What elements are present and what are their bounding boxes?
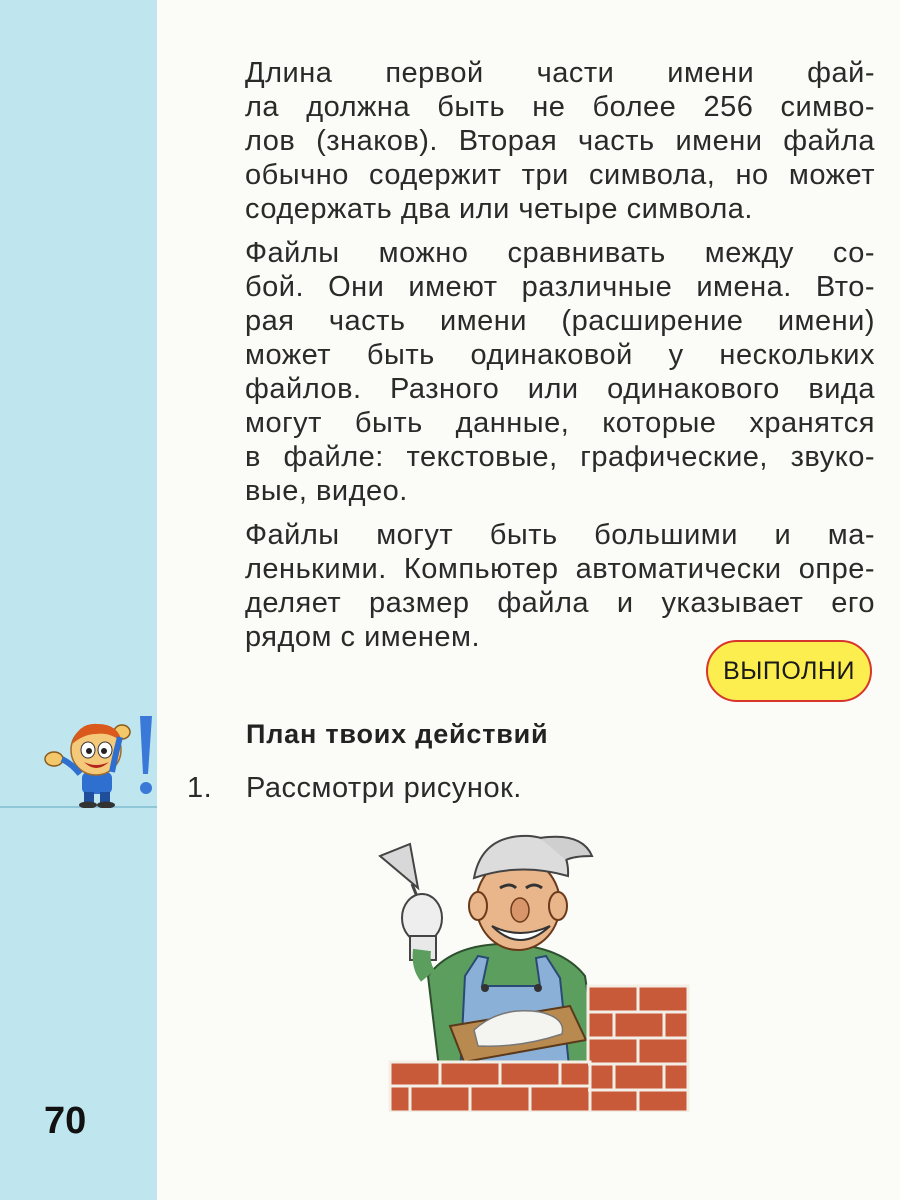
text-line: обычно содержит три символа, но может	[245, 159, 875, 191]
text-line: Длина первой части имени фай-	[245, 57, 875, 89]
paragraph	[187, 236, 875, 508]
page-number: 70	[44, 1100, 87, 1142]
text-line: файлов. Разного или одинакового вида	[245, 373, 875, 405]
body-text	[187, 56, 875, 664]
paragraph	[187, 518, 875, 654]
text-line: в файле: текстовые, графические, звуко-	[245, 441, 875, 473]
text-line: может быть одинаковой у нескольких	[245, 339, 875, 371]
cartoon-boy-exclamation-icon	[44, 712, 159, 808]
do-it-badge: ВЫПОЛНИ	[706, 640, 872, 702]
paragraph	[187, 56, 875, 226]
text-line: ленькими. Компьютер автоматически опре-	[245, 553, 875, 585]
text-line: ла должна быть не более 256 симво-	[245, 91, 875, 123]
text-line: деляет размер файла и указывает его	[245, 587, 875, 619]
plan-heading: План твоих действий	[246, 719, 549, 749]
bricklayer-illustration	[370, 826, 690, 1112]
step-text: Рассмотри рисунок.	[246, 772, 522, 804]
page-margin-band	[0, 0, 157, 1200]
text-line: Файлы могут быть большими и ма-	[245, 519, 875, 551]
text-line: рая часть имени (расширение имени)	[245, 305, 875, 337]
text-line: могут быть данные, которые хранятся	[245, 407, 875, 439]
text-line: вые, видео.	[245, 475, 408, 507]
text-line: содержать два или четыре символа.	[245, 193, 753, 225]
text-line: Файлы можно сравнивать между со-	[245, 237, 875, 269]
step-number: 1.	[187, 772, 213, 804]
text-line: лов (знаков). Вторая часть имени файла	[245, 125, 875, 157]
text-line: рядом с именем.	[245, 621, 481, 653]
text-line: бой. Они имеют различные имена. Вто-	[245, 271, 875, 303]
